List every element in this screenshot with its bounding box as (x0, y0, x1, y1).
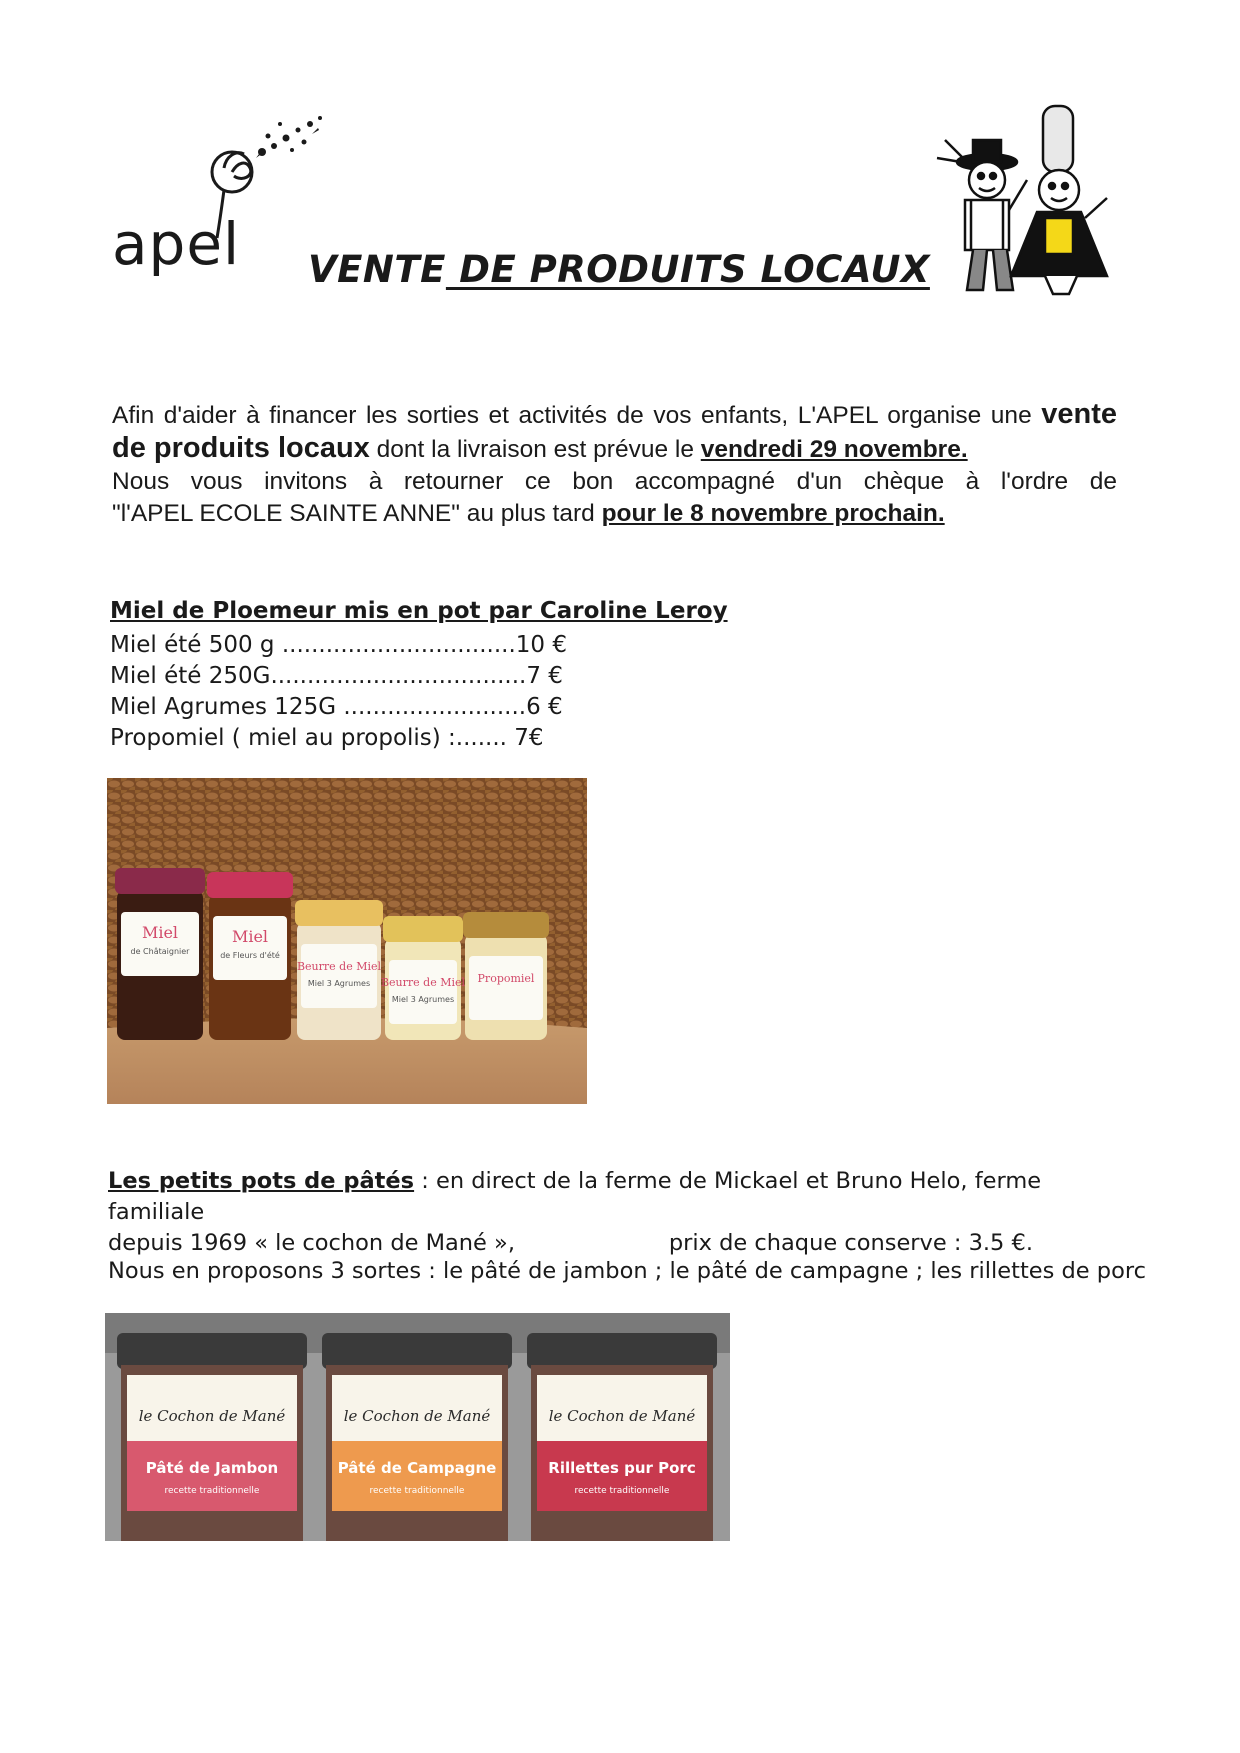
pate-jars-photo (105, 1313, 730, 1541)
breton-couple-illustration (925, 100, 1125, 300)
pate-jar-subtitle: recette traditionnelle (369, 1486, 465, 1496)
honey-jar-subtitle: Miel 3 Agrumes (391, 995, 455, 1004)
pates-varieties: Nous en proposons 3 sortes : le pâté de jambon ; le pâté de campagne ; les rillettes de porc (108, 1258, 1146, 1284)
honey-jar (381, 916, 466, 1040)
logo-text: apel (112, 210, 241, 278)
pate-jar-brand: le Cochon de Mané (343, 1407, 491, 1425)
pates-line-1 (108, 1166, 1138, 1228)
honey-jar-title: Beurre de Miel (380, 976, 466, 989)
pate-jar-subtitle: recette traditionnelle (574, 1486, 670, 1496)
intro-text-4: "l'APEL ECOLE SAINTE ANNE" au plus tard (112, 500, 602, 527)
honey-jar-title: Miel (141, 923, 179, 942)
pate-jar (527, 1333, 717, 1541)
pate-jar-brand: le Cochon de Mané (548, 1407, 696, 1425)
pates-description: : en direct de la ferme de Mickael et Bruno Helo, ferme familiale (108, 1168, 1042, 1225)
intro-text-2: dont la livraison est prévue le (369, 436, 701, 463)
honey-jar-title: Miel (231, 927, 269, 946)
honey-price-item: Propomiel ( miel au propolis) :....... 7€ (110, 725, 544, 751)
pate-jar-subtitle: recette traditionnelle (164, 1486, 260, 1496)
pates-origin: depuis 1969 « le cochon de Mané », (108, 1230, 515, 1256)
pates-price: prix de chaque conserve : 3.5 €. (668, 1230, 1033, 1256)
honey-price-item: Miel été 500 g ................................10 € (110, 632, 568, 658)
title-part-2: DE PRODUITS LOCAUX (445, 248, 930, 291)
pate-jar-name: Pâté de Campagne (337, 1459, 497, 1477)
pate-jar-name: Pâté de Jambon (145, 1459, 279, 1477)
intro-paragraph (112, 398, 1117, 530)
honey-price-item: Miel Agrumes 125G .........................6 € (110, 694, 563, 720)
intro-emphasis-produits: de produits locaux (112, 432, 370, 464)
pate-jar-name: Rillettes pur Porc (548, 1459, 696, 1477)
title-part-1: VENTE (308, 248, 446, 291)
pates-section (108, 1166, 1138, 1259)
honey-jar-title: Propomiel (477, 972, 535, 985)
intro-line-4 (112, 498, 1117, 530)
intro-line-2 (112, 432, 1117, 466)
honey-jar-subtitle: de Fleurs d'été (220, 951, 280, 960)
honey-price-item: Miel été 250G...................................7 € (110, 663, 563, 689)
intro-line-1 (112, 398, 1117, 432)
intro-line-3: Nous vous invitons à retourner ce bon accompagné d'un chèque à l'ordre de (112, 468, 1117, 495)
pate-jar-brand: le Cochon de Mané (138, 1407, 286, 1425)
pate-jars-image (105, 1313, 730, 1541)
honey-jar-title: Beurre de Miel (296, 960, 382, 973)
honey-jar (207, 872, 293, 1040)
intro-emphasis-vente: vente (1041, 398, 1117, 430)
intro-text-1: Afin d'aider à financer les sorties et activités de vos enfants, L'APEL organise une (112, 402, 1042, 429)
page-title (308, 248, 930, 291)
order-deadline: pour le 8 novembre prochain. (601, 500, 945, 527)
pates-section-heading: Les petits pots de pâtés (108, 1168, 415, 1194)
honey-price-list (110, 630, 567, 754)
honey-section-heading: Miel de Ploemeur mis en pot par Caroline Leroy (110, 598, 728, 624)
honey-jar (295, 900, 383, 1040)
honey-jar (463, 912, 549, 1040)
delivery-date: vendredi 29 novembre. (700, 436, 968, 463)
pate-jar (117, 1333, 307, 1541)
honey-jar-subtitle: Miel 3 Agrumes (307, 979, 371, 988)
honey-jars-image (107, 778, 587, 1104)
honey-jar (115, 868, 205, 1040)
pates-line-2 (108, 1228, 1033, 1259)
honey-jar-subtitle: de Châtaignier (130, 947, 190, 956)
honey-jars-photo (107, 778, 587, 1104)
pate-jar (322, 1333, 512, 1541)
apel-logo (112, 110, 332, 310)
